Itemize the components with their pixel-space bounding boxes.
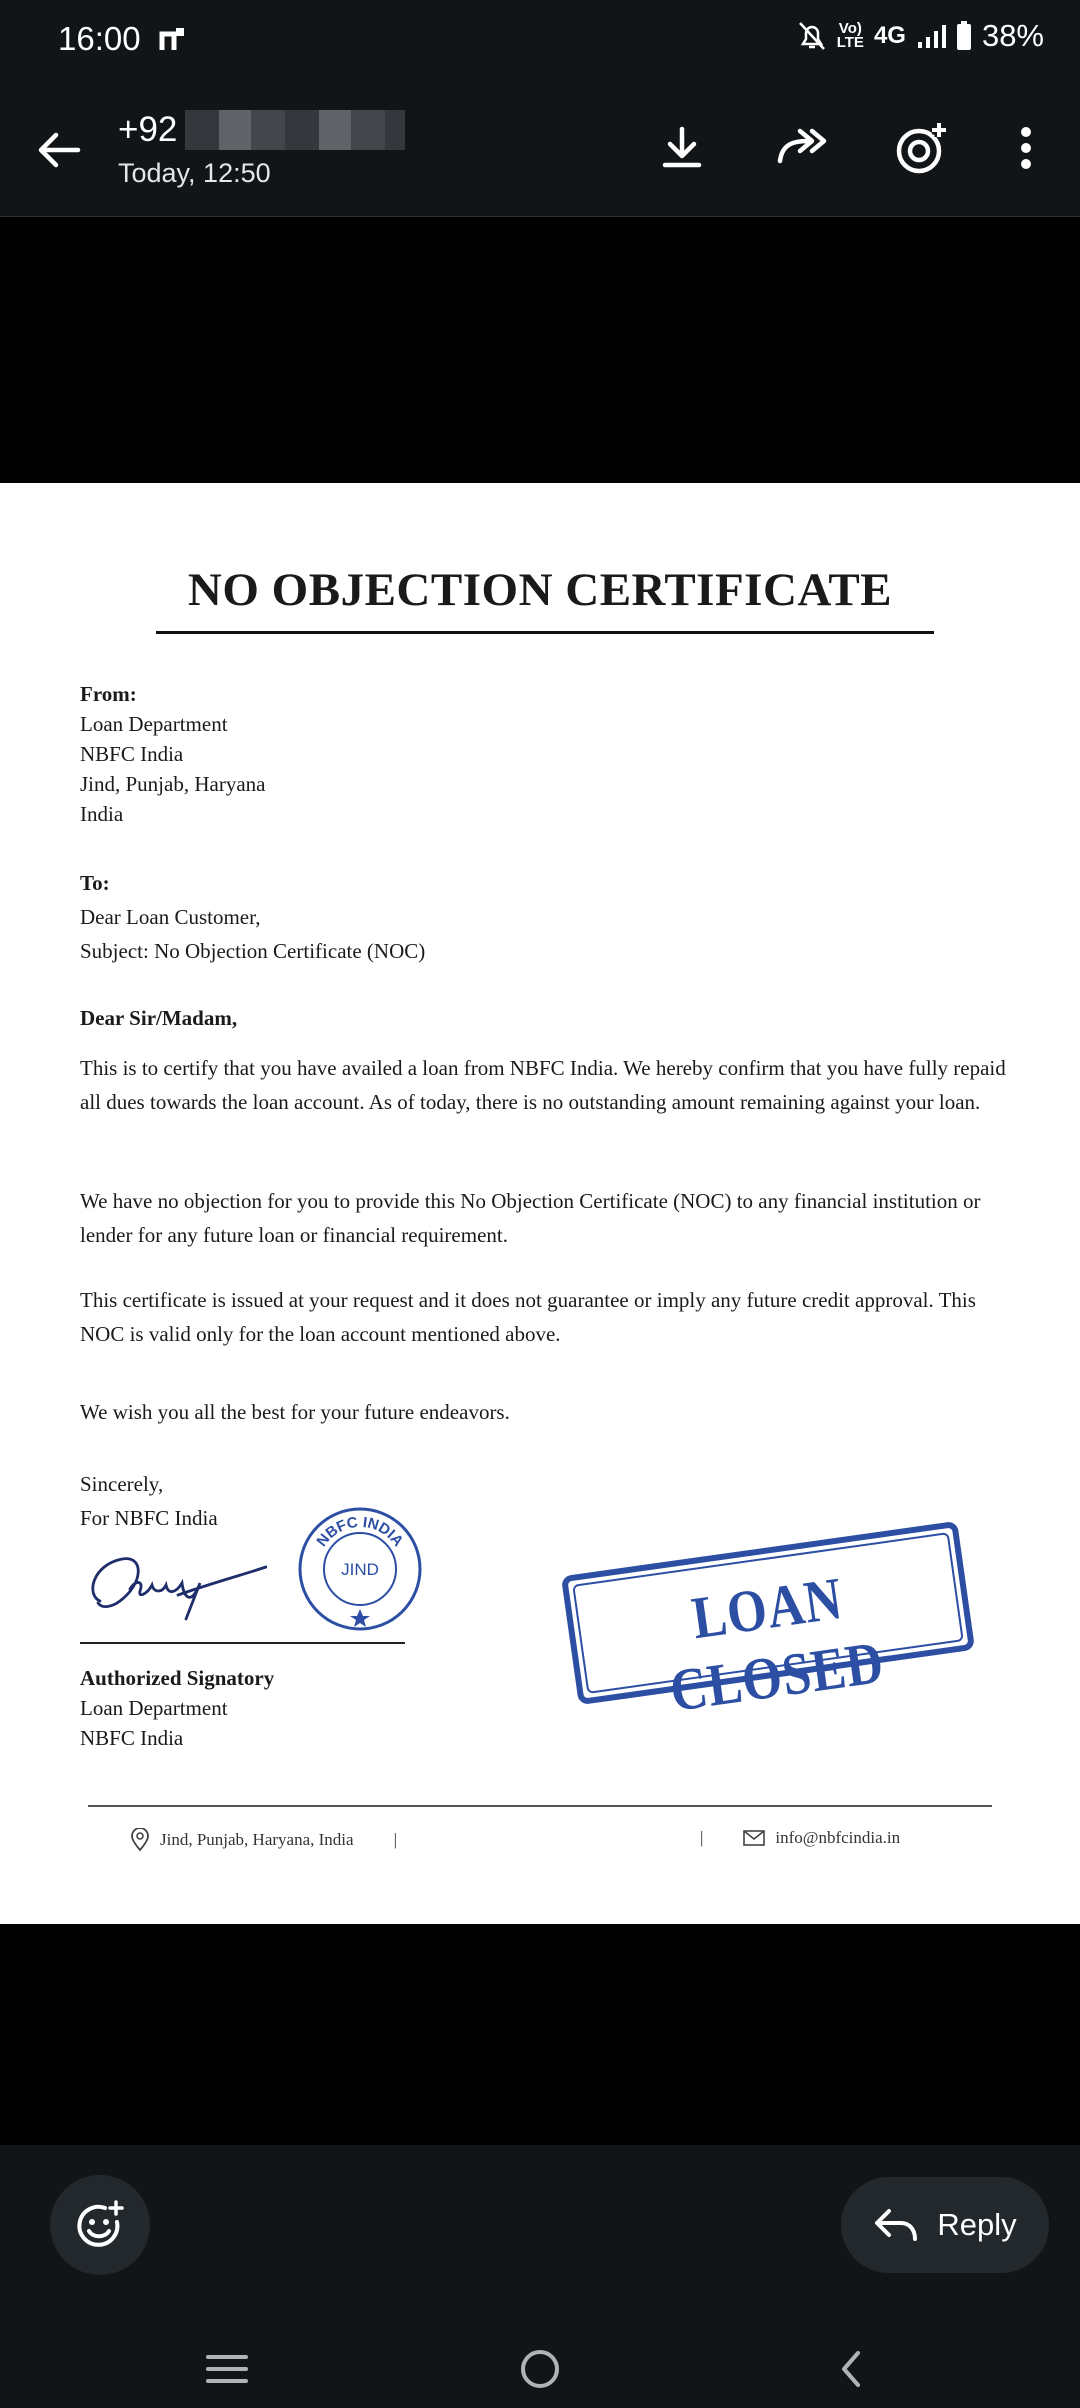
bottom-bar [0, 2145, 1080, 2408]
message-timestamp: Today, 12:50 [118, 158, 271, 188]
redacted-number [185, 110, 405, 150]
emoji-add-icon [75, 2200, 125, 2250]
more-options-button[interactable] [994, 116, 1058, 180]
paragraph-2: We have no objection for you to provide this No Objection Certificate (NOC) to any financial institution or lender for any future loan or financial requirement. [80, 1189, 981, 1247]
to-label: To: [80, 871, 110, 895]
forward-icon [774, 123, 830, 173]
edit-share-button[interactable] [890, 116, 954, 180]
circle-plus-icon [893, 119, 951, 177]
noc-document-image[interactable] [0, 483, 1080, 1924]
footer-email: | info@nbfcindia.in [700, 1828, 901, 1847]
chevron-left-icon [836, 2349, 866, 2389]
status-time: 16:00 [58, 20, 141, 57]
arrow-left-icon [30, 120, 90, 180]
bell-muted-icon [797, 20, 827, 52]
system-back-button[interactable] [811, 2339, 891, 2399]
svg-text:JIND: JIND [341, 1560, 379, 1579]
to-block: To: Dear Loan Customer, Subject: No Objection Certificate (NOC) [80, 871, 426, 963]
footer-divider [88, 1805, 992, 1807]
signatory-title: Authorized Signatory [80, 1666, 275, 1690]
stamp-text: LOAN CLOSED [665, 1564, 888, 1725]
app-bar [0, 80, 1080, 217]
reply-button[interactable] [841, 2177, 1049, 2273]
download-icon [657, 123, 707, 173]
more-vert-icon [1018, 125, 1034, 171]
closing: Sincerely, For NBFC India [80, 1472, 218, 1530]
title-divider [156, 631, 934, 634]
status-icons [797, 18, 1044, 54]
paragraph-3: This certificate is issued at your request and it does not guarantee or imply any future credit approval. This NOC is valid only for the loan account mentioned above. [80, 1288, 976, 1346]
from-label: From: [80, 682, 137, 706]
footer-separator: | [393, 1830, 397, 1849]
battery-icon [956, 21, 972, 51]
paragraph-1: This is to certify that you have availed a loan from NBFC India. We hereby confirm that you have fully repaid all dues towards the loan account. As of today, there is no outstanding amount remaining against your loan. [80, 1056, 1006, 1114]
reply-arrow-icon [873, 2207, 919, 2243]
mail-icon [743, 1830, 765, 1846]
paragraph-4: We wish you all the best for your future endeavors. [80, 1400, 510, 1424]
signature-line [80, 1642, 405, 1644]
home-circle-icon [518, 2347, 562, 2391]
react-emoji-button[interactable] [50, 2175, 150, 2275]
home-button[interactable] [500, 2339, 580, 2399]
reply-label: Reply [937, 2207, 1017, 2242]
status-bar [0, 0, 1080, 80]
footer-address: Jind, Punjab, Haryana, India | [130, 1828, 397, 1852]
footer-separator: | [700, 1828, 704, 1847]
contact-info[interactable] [118, 110, 405, 189]
forward-button[interactable] [770, 116, 834, 180]
notification-n-icon [158, 24, 188, 54]
handwritten-signature [82, 1543, 267, 1628]
network-type: 4G [873, 22, 906, 49]
contact-number: +92 [118, 110, 405, 150]
doc-title: NO OBJECTION CERTIFICATE [187, 564, 893, 616]
recents-icon [204, 2351, 250, 2387]
recent-apps-button[interactable] [187, 2339, 267, 2399]
loan-closed-stamp [561, 1521, 975, 1725]
system-nav-bar [0, 2331, 1080, 2408]
salutation: Dear Sir/Madam, [80, 1006, 238, 1030]
back-button[interactable] [30, 120, 90, 180]
svg-text:NBFC INDIA: NBFC INDIA [313, 1513, 407, 1550]
signal-icon [916, 23, 946, 49]
nbfc-india-seal [296, 1505, 424, 1633]
download-button[interactable] [650, 116, 714, 180]
volte-icon: Vo) LTE [836, 20, 864, 51]
signatory-block: Authorized Signatory Loan Department NBFC India [80, 1666, 275, 1750]
battery-level: 38% [981, 18, 1044, 53]
location-pin-icon [130, 1828, 150, 1852]
from-block: From: Loan Department NBFC India Jind, Punjab, Haryana India [80, 682, 266, 826]
